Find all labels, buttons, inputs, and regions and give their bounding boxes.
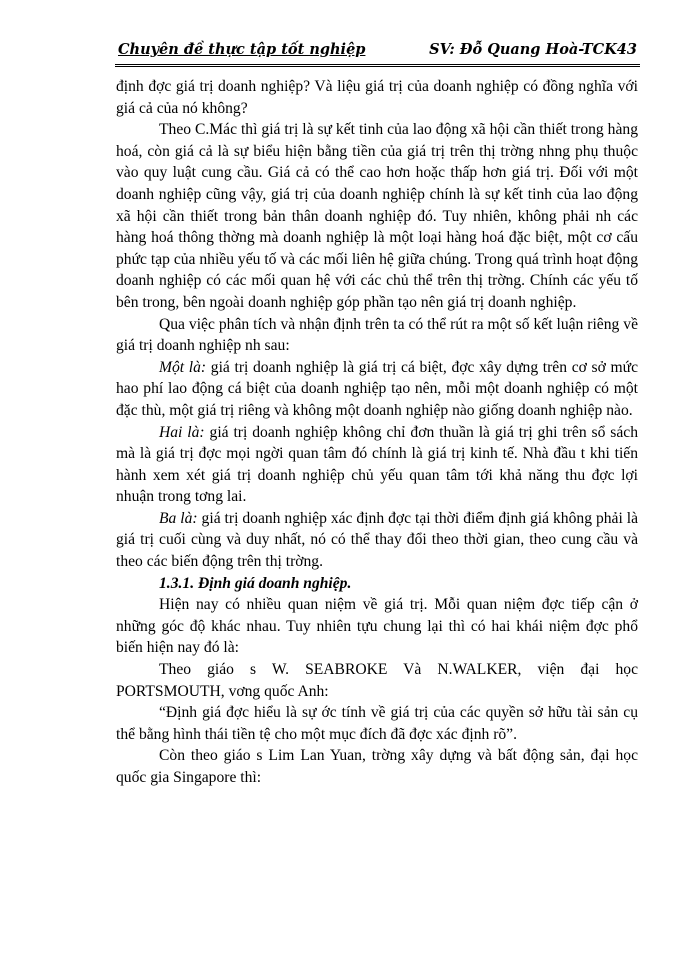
paragraph-text: giá trị doanh nghiệp là giá trị cá biệt, đợc xây dựng trên cơ sở mức hao phí lao động cá biệt của doanh nghiệp tạo nên, mỗi một doanh nghiệp có một đặc thù, một giá trị riêng và không một doanh nghiệp nào giống doanh nghiệp nào. bbox=[116, 358, 638, 419]
paragraph-lead: Ba là: bbox=[159, 509, 198, 527]
paragraph: Hiện nay có nhiều quan niệm về giá trị. Mỗi quan niệm đợc tiếp cận ở những góc độ khác nhau. Tuy nhiên tựu chung lại thì có hai khái niệm đợc phổ biến hiện nay đó là: bbox=[116, 596, 638, 657]
paragraph bbox=[116, 422, 638, 508]
paragraph: Còn theo giáo s Lim Lan Yuan, trờng xây dựng và bất động sản, đại học quốc gia Singapore thì: bbox=[116, 747, 638, 786]
paragraph-lead: Một là: bbox=[159, 358, 207, 376]
paragraph: “Định giá đợc hiểu là sự ớc tính về giá trị của các quyền sở hữu tài sản cụ thể bằng hình thái tiền tệ cho một mục đích đã đợc xác định rõ”. bbox=[116, 704, 638, 743]
paragraph bbox=[116, 357, 638, 422]
paragraph-lead: Hai là: bbox=[159, 423, 205, 441]
header-right-text: SV: Đỗ Quang Hoà-TCK43 bbox=[429, 41, 637, 58]
section-heading: 1.3.1. Định giá doanh nghiệp. bbox=[159, 574, 352, 592]
header-left-text: Chuyên đề thực tập tốt nghiệp bbox=[118, 41, 366, 58]
paragraph: Qua việc phân tích và nhận định trên ta có thể rút ra một số kết luận riêng về giá trị doanh nghiệp nh sau: bbox=[116, 315, 638, 355]
paragraph bbox=[116, 508, 638, 573]
paragraph: định đợc giá trị doanh nghiệp? Và liệu giá trị của doanh nghiệp có đồng nghĩa với giá cả của nó không? bbox=[116, 78, 638, 117]
page-header bbox=[115, 40, 640, 67]
paragraph: Theo giáo s W. SEABROKE Và N.WALKER, viện đại học PORTSMOUTH, vơng quốc Anh: bbox=[116, 661, 638, 700]
paragraph-text: giá trị doanh nghiệp xác định đợc tại thời điểm định giá không phải là giá trị cuối cùng và duy nhất, nó có thể thay đổi theo thời gian, theo cung cầu và theo các biến động trên thị trờng. bbox=[116, 509, 638, 571]
document-body bbox=[116, 76, 638, 789]
paragraph-text: giá trị doanh nghiệp không chỉ đơn thuần là giá trị ghi trên sổ sách mà là giá trị đợc mọi ngời quan tâm đó chính là giá trị kinh tế. Nhà đầu t khi tiến hành xem xét giá trị doanh nghiệp chủ yếu quan tâm tới khả năng thu đợc lợi nhuận trong tơng lai. bbox=[116, 423, 638, 506]
paragraph: Theo C.Mác thì giá trị là sự kết tinh của lao động xã hội cần thiết trong hàng hoá, còn giá cả là sự biểu hiện bằng tiền của giá trị trên thị trờng nhng phụ thuộc vào quy luật cung cầu. Giá cả có thể cao hơn hoặc thấp hơn giá trị. Đối với một doanh nghiệp cũng vậy, giá trị của doanh nghiệp chính là sự kết tinh của lao động xã hội cần thiết trong bản thân doanh nghiệp đó. Tuy nhiên, không phải nh các hàng hoá thông thờng mà doanh nghiệp là một loại hàng hoá đặc biệt, một cơ cấu phức tạp của nhiều yếu tố và các mối liên hệ giữa chúng. Trong quá trình hoạt động doanh nghiệp có các mối quan hệ với các chủ thể trên thị trờng. Chính các yếu tố bên trong, bên ngoài doanh nghiệp góp phần tạo nên giá trị doanh nghiệp. bbox=[116, 121, 638, 311]
